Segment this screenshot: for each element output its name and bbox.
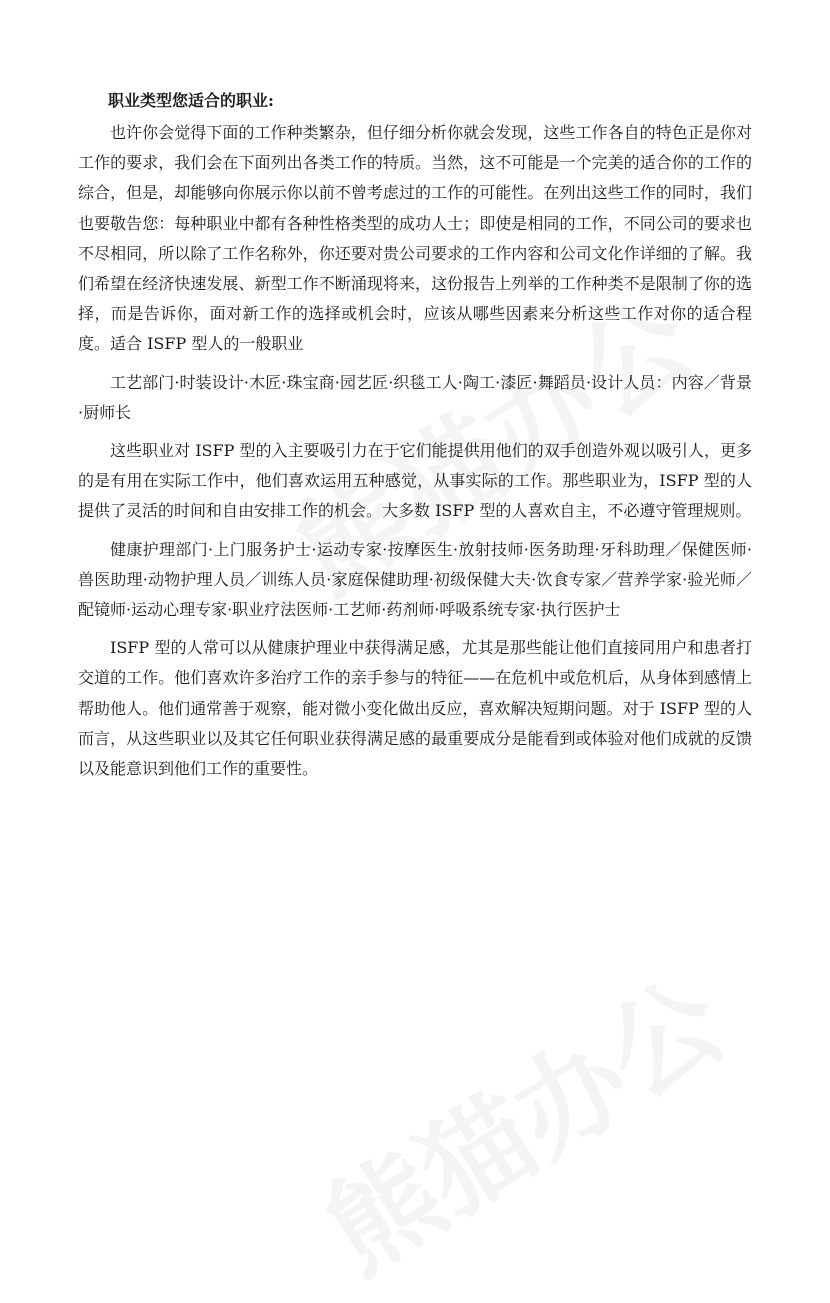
paragraph-craft-appeal: 这些职业对 ISFP 型的入主要吸引力在于它们能提供用他们的双手创造外观以吸引人，更多的是有用在实际工作中，他们喜欢运用五种感觉，从事实际的工作。那些职业为，ISFP 型的人提供了灵活的时间和自由安排工作的机会。大多数 ISFP 型的人喜欢自主，不必遵守管理规则。 xyxy=(78,441,752,521)
document-page xyxy=(78,78,752,792)
section-heading: 职业类型您适合的职业: xyxy=(108,91,274,110)
paragraph-health-jobs: 健康护理部门·上门服务护士·运动专家·按摩医生·放射技师·医务助理·牙科助理／保健医师·兽医助理·动物护理人员／训练人员·家庭保健助理·初级保健大夫·饮食专家／营养学家·验光师／配镜师·运动心理专家·职业疗法医师·工艺师·药剂师·呼吸系统专家·执行医护士 xyxy=(78,539,752,620)
paragraph-intro: 也许你会觉得下面的工作种类繁杂，但仔细分析你就会发现，这些工作各自的特色正是你对工作的要求，我们会在下面列出各类工作的特质。当然，这不可能是一个完美的适合你的工作的综合，但是，却能够向你展示你以前不曾考虑过的工作的可能性。在列出这些工作的同时，我们也要敬告您：每种职业中都有各种性格类型的成功人士；即使是相同的工作，不同公司的要求也不尽相同，所以除了工作名称外，你还要对贵公司要求的工作内容和公司文化作详细的了解。我们希望在经济快速发展、新型工作不断涌现将来，这份报告上列举的工作种类不是限制了你的选择，而是告诉你，面对新工作的选择或机会时，应该从哪些因素来分析这些工作对你的适合程度。适合 ISFP 型人的一般职业 xyxy=(78,123,752,354)
watermark xyxy=(292,935,749,1302)
paragraph-craft-jobs: 工艺部门·时装设计·木匠·珠宝商·园艺匠·织毯工人·陶工·漆匠·舞蹈员·设计人员：内容／背景·厨师长 xyxy=(78,372,752,422)
paragraph-health-appeal: ISFP 型的人常可以从健康护理业中获得满足感，尤其是那些能让他们直接同用户和患者打交道的工作。他们喜欢许多治疗工作的亲手参与的特征——在危机中或危机后，从身体到感情上帮助他人。他们通常善于观察，能对微小变化做出反应，喜欢解决短期问题。对于 ISFP 型的人而言，从这些职业以及其它任何职业获得满足感的最重要成分是能看到或体验对他们成就的反馈以及能意识到他们工作的重要性。 xyxy=(78,638,752,779)
